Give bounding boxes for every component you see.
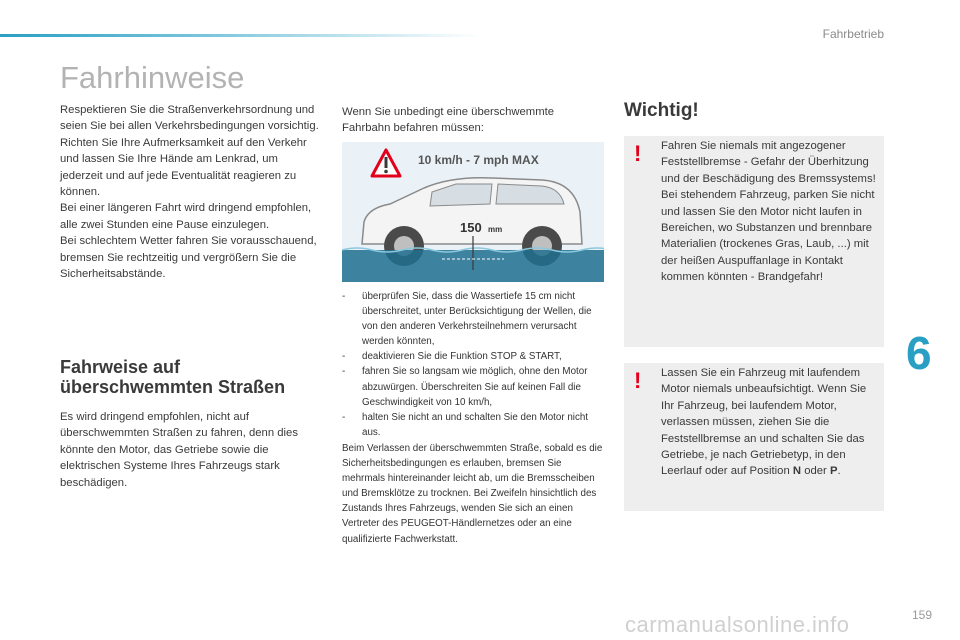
warning-text (661, 138, 881, 286)
warning-paragraph: Fahren Sie niemals mit angezogener Feststellbremse - Gefahr der Überhitzung und der Beschädigung des Bremssystems! (661, 140, 876, 185)
warning-box-parking-brake (624, 136, 884, 347)
warning-text-part: . (837, 465, 841, 478)
watermark: carmanualsonline.info (625, 612, 850, 637)
flood-heading (60, 357, 330, 397)
depth-value: 150 (460, 220, 482, 235)
list-item (342, 364, 604, 409)
chapter-number: 6 (906, 327, 932, 379)
intro-paragraph: Bei schlechtem Wetter fahren Sie vorausschauend, bremsen Sie rechtzeitig und vergrößern Sie die Sicherheitsabstände. (60, 235, 317, 281)
flood-heading-line1: Fahrweise auf (60, 357, 181, 377)
warning-paragraph: Bei stehendem Fahrzeug, parken Sie nicht und lassen Sie den Motor nicht laufen in Bereichen, wo Substanzen und brennbare Materialien (trockenes Gras, Laub, ...) mit der heißen Auspuffanlage in Kontakt kommen könnten - Brandgefahr! (661, 189, 875, 284)
flooded-car-drawing (342, 142, 604, 282)
bullet-text: halten Sie nicht an und schalten Sie den Motor nicht aus. (362, 411, 589, 438)
section-name: Fahrbetrieb (822, 27, 884, 41)
warning-box-unattended (624, 363, 884, 511)
warning-paragraph (661, 365, 881, 480)
flood-illustration (342, 142, 604, 282)
bullet-text: überprüfen Sie, dass die Wassertiefe 15 cm nicht überschreitet, unter Berücksichtigung der Wellen, die von den anderen Verkehrsteilnehmern verursacht werden könnten, (362, 291, 592, 348)
bullet-dash: - (342, 351, 346, 363)
intro-text (60, 102, 322, 282)
warning-text-part: oder (801, 465, 830, 478)
flood-intro: Wenn Sie unbedingt eine überschwemmte Fahrbahn befahren müssen: (342, 106, 555, 135)
list-item (342, 289, 604, 349)
depth-unit: mm (488, 225, 503, 234)
bullet-text: fahren Sie so langsam wie möglich, ohne den Motor abzuwürgen. Überschreiten Sie auf keinen Fall die Geschwindigkeit von 10 km/h, (362, 366, 588, 408)
gear-position-p: P (829, 465, 838, 478)
warning-text (661, 365, 881, 480)
warning-text-part: Lassen Sie ein Fahrzeug mit laufendem Motor niemals unbeaufsichtigt. Wenn Sie Ihr Fahrzeug, bei laufendem Motor, verlassen müssen, ziehen Sie die Feststellbremse an und schalten Sie das Getriebe, je nach Getriebetyp, in den Leerlauf oder auf Position (661, 367, 867, 478)
flood-text: Es wird dringend empfohlen, nicht auf überschwemmten Straßen zu fahren, denn dies könnte den Motor, das Getriebe sowie die elektrischen Systeme Ihres Fahrzeugs stark beschädigen. (60, 411, 298, 489)
flood-bullet-list (342, 289, 604, 547)
bullet-text: deaktivieren Sie die Funktion STOP & START, (362, 351, 562, 363)
header-accent-bar (0, 34, 480, 37)
exclamation-icon: ! (634, 141, 642, 166)
page-title: Fahrhinweise (60, 60, 245, 95)
exclamation-icon: ! (634, 368, 642, 393)
intro-paragraph: Richten Sie Ihre Aufmerksamkeit auf den Verkehr und lassen Sie Ihre Hände am Lenkrad, um jederzeit und auf jede Eventualität reagieren zu können. (60, 136, 307, 199)
intro-paragraph: Bei einer längeren Fahrt wird dringend empfohlen, alle zwei Stunden eine Pause einzulegen. (60, 202, 312, 231)
list-item (342, 349, 604, 364)
list-item (342, 410, 604, 440)
speed-limit-label: 10 km/h - 7 mph MAX (418, 153, 539, 167)
flood-closing-text: Beim Verlassen der überschwemmten Straße, sobald es die Sicherheitsbedingungen es erlauben, bremsen Sie mehrmals hintereinander leicht ab, um die Bremsscheiben und Bremsklötze zu trocknen. Bei Zweifeln hinsichtlich des Zustands Ihres Fahrzeugs, wenden Sie sich an einen Vertreter des PEUGEOT-Händlernetzes oder an eine qualifizierte Fachwerkstatt. (342, 442, 603, 545)
bullet-dash: - (342, 366, 346, 378)
bullet-dash: - (342, 411, 346, 423)
important-heading: Wichtig! (624, 100, 699, 121)
page-number: 159 (912, 608, 933, 622)
bullet-dash: - (342, 291, 346, 302)
flood-heading-line2: überschwemmten Straßen (60, 377, 286, 397)
intro-paragraph: Respektieren Sie die Straßenverkehrsordnung und seien Sie bei allen Verkehrsbedingungen vorsichtig. (60, 104, 319, 133)
gear-position-n: N (792, 465, 802, 478)
